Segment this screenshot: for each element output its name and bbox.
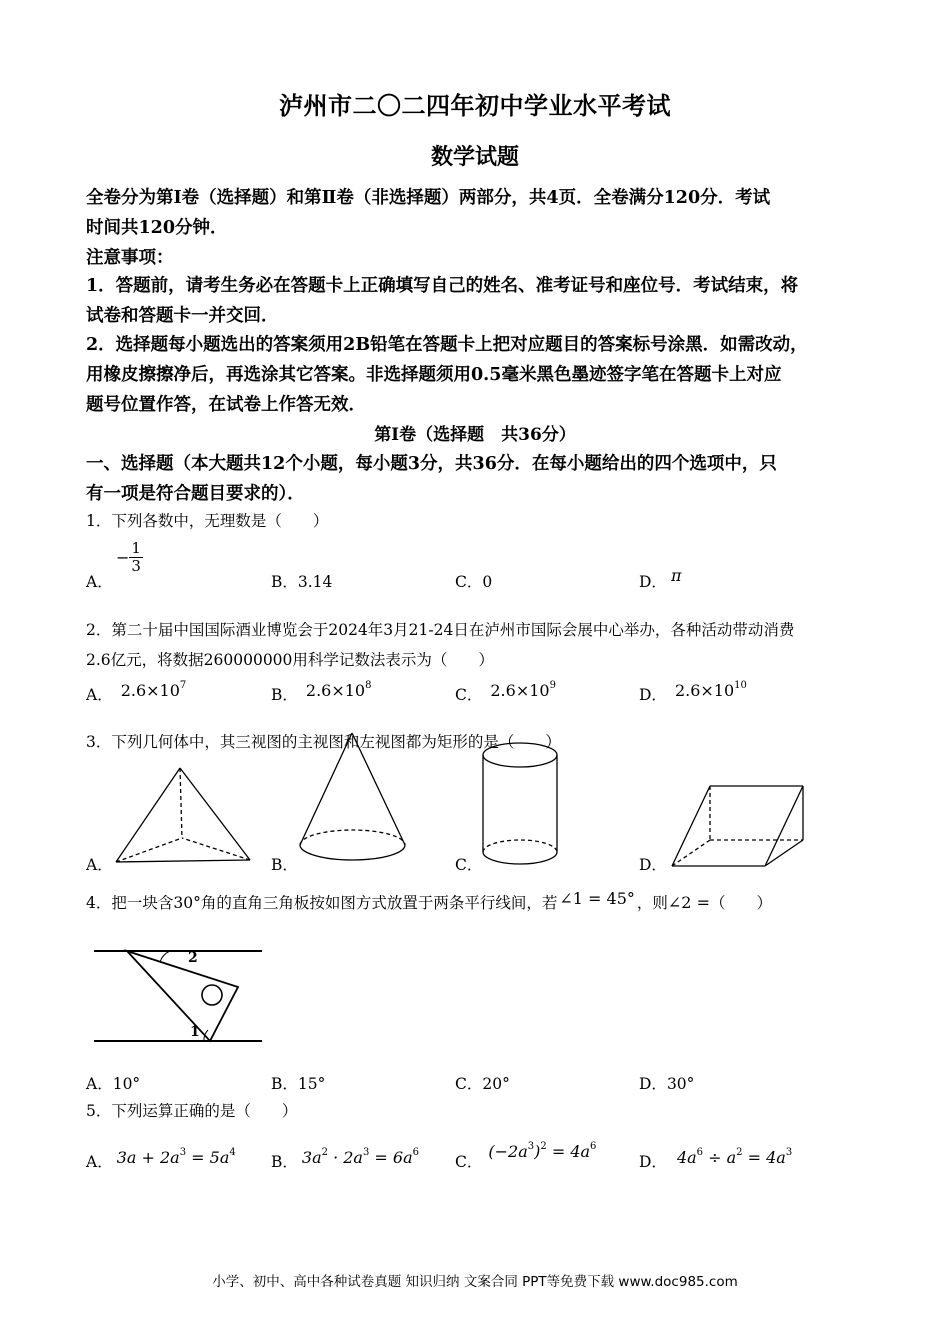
q3-option-c-label: C．: [455, 856, 483, 874]
q2-d-exponent: 10: [734, 680, 747, 691]
q5-option-b-expr: [302, 1148, 419, 1167]
section-heading: 第Ⅰ卷（选择题 共36分）: [374, 425, 576, 445]
fraction-numerator: 1: [131, 539, 141, 557]
notice-2-line-2: 用橡皮擦擦净后，再选涂其它答案。非选择题须用0.5毫米黑色墨迹签字笔在答题卡上对应: [86, 365, 782, 385]
q5-c-part1: (−2a: [488, 1142, 528, 1161]
q5-option-c-expr: [488, 1142, 596, 1161]
prism-figure: [672, 786, 803, 866]
q1-option-c-value: 0: [482, 573, 493, 591]
q2-c-base: 2.6×10: [490, 681, 550, 700]
q5-a-part1: 3a + 2a: [116, 1148, 180, 1167]
q5-option-a: [86, 1147, 236, 1172]
q3-option-b-label: B．: [271, 856, 298, 874]
q4-stem: [86, 888, 886, 918]
q3-option-d-label: D．: [639, 856, 667, 874]
q2-option-c-label: C．: [455, 686, 483, 704]
q5-b-exp1: 2: [321, 1147, 328, 1158]
q5-b-part3: = 6a: [369, 1148, 413, 1167]
q1-option-d-label: D．: [639, 573, 667, 591]
q4-option-a: [86, 1072, 140, 1094]
q5-c-exp3: 6: [590, 1141, 597, 1152]
q5-option-c-label: C．: [455, 1153, 483, 1171]
q4-option-b: [271, 1072, 325, 1094]
q4-option-d: [639, 1072, 694, 1094]
q5-option-a-expr: [117, 1148, 236, 1167]
notice-2-line-3: 题号位置作答，在试卷上作答无效．: [86, 395, 366, 415]
q5-option-d-label: D．: [639, 1153, 667, 1171]
q5-b-part2: · 2a: [327, 1148, 363, 1167]
q2-d-base: 2.6×10: [674, 681, 735, 700]
intro-line-2: 时间共120分钟．: [86, 218, 228, 238]
q4-option-d-label: D．: [639, 1075, 667, 1093]
q3-stem: 3．下列几何体中，其三视图的主视图和左视图都为矩形的是（ ）: [86, 733, 561, 751]
q2-stem-line-2: 2.6亿元，将数据260000000用科学记数法表示为（ ）: [86, 651, 494, 669]
q4-option-a-value: 10°: [112, 1075, 141, 1093]
intro-line-1: 全卷分为第Ⅰ卷（选择题）和第Ⅱ卷（非选择题）两部分，共4页．全卷满分120分．考试: [86, 188, 771, 208]
q4-stem-angle1: ∠1 = 45°: [559, 889, 635, 908]
q4-stem-post: （ ）: [709, 894, 772, 912]
q5-c-part3: = 4a: [546, 1142, 591, 1161]
notice-1-line-2: 试卷和答题卡一并交回．: [86, 306, 279, 326]
q5-d-part3: = 4a: [742, 1148, 786, 1167]
q4-option-c: [455, 1072, 510, 1094]
q2-option-d-label: D．: [639, 686, 667, 704]
exam-subtitle: 数学试题: [430, 144, 519, 170]
q5-d-exp2: 2: [736, 1147, 743, 1158]
q2-b-exponent: 8: [365, 680, 372, 691]
q1-option-b-value: 3.14: [297, 573, 333, 591]
q4-stem-pre: 4．把一块含30°角的直角三角板按如图方式放置于两条平行线间，若: [86, 894, 558, 912]
q5-c-exp1: 3: [527, 1141, 535, 1152]
q5-b-part1: 3a: [301, 1148, 322, 1167]
part-line-1: 一、选择题（本大题共12个小题，每小题3分，共36分．在每小题给出的四个选项中，只: [86, 454, 777, 474]
q4-option-c-label: C．: [455, 1075, 483, 1093]
q4-stem-angle2: ∠2 =: [667, 893, 710, 912]
q5-c-part2: ): [534, 1142, 541, 1161]
q2-option-a-label: A．: [86, 686, 113, 704]
q5-d-exp3: 3: [785, 1147, 793, 1158]
tetrahedron-figure: [116, 768, 250, 862]
q5-b-exp2: 3: [362, 1147, 370, 1158]
notice-2-line-1: 2．选择题每小题选出的答案须用2B铅笔在答题卡上把对应题目的答案标号涂黑．如需改动，: [86, 335, 808, 355]
q5-option-d-expr: [677, 1148, 792, 1167]
q4-option-b-value: 15°: [297, 1075, 326, 1093]
footer-text: 小学、初中、高中各种试卷真题 知识归纳 文案合同 PPT等免费下载 www.doc985.com: [212, 1274, 738, 1290]
q5-c-exp2: 2: [540, 1141, 547, 1152]
part-line-2: 有一项是符合题目要求的）．: [86, 484, 305, 504]
q2-stem-line-1: 2．第二十届中国国际酒业博览会于2024年3月21-24日在泸州市国际会展中心举办，各种活动带动消费: [86, 621, 795, 639]
q1-option-b-label: B．: [271, 573, 298, 591]
q1-option-a-label: A．: [86, 573, 113, 591]
q5-option-b-label: B．: [271, 1153, 298, 1171]
q3-option-a-label: A．: [86, 856, 113, 874]
q4-option-c-value: 20°: [482, 1075, 510, 1093]
angle-2-label: 2: [188, 950, 198, 966]
q4-option-a-label: A．: [86, 1075, 113, 1093]
q1-option-c-label: C．: [455, 573, 483, 591]
q5-option-c: [455, 1141, 597, 1172]
q4-figure: [94, 951, 262, 1041]
q4-stem-mid: ，则: [636, 894, 668, 912]
q5-b-exp3: 6: [412, 1147, 420, 1158]
notice-1-line-1: 1．答题前，请考生务必在答题卡上正确填写自己的姓名、准考证号和座位号．考试结束，将: [86, 276, 799, 296]
angle-1-label: 1: [190, 1024, 200, 1040]
q2-a-exponent: 7: [179, 680, 187, 691]
minus-sign: −: [116, 548, 130, 567]
q4-option-b-label: B．: [271, 1075, 298, 1093]
q2-option-b-label: B．: [271, 686, 298, 704]
q5-option-a-label: A．: [86, 1153, 113, 1171]
q2-a-base: 2.6×10: [120, 681, 180, 700]
q1-stem: 1．下列各数中，无理数是（ ）: [86, 512, 329, 530]
q1-option-d-value: π: [670, 566, 682, 585]
fraction-denominator: 3: [131, 557, 141, 575]
q5-option-d: [639, 1147, 793, 1172]
q5-d-exp1: 6: [696, 1147, 704, 1158]
q2-b-base: 2.6×10: [305, 681, 366, 700]
q5-a-exp1: 3: [179, 1147, 187, 1158]
q5-stem: 5．下列运算正确的是（ ）: [86, 1102, 298, 1120]
cone-figure: [300, 733, 405, 860]
q2-c-exponent: 9: [549, 680, 556, 691]
q5-option-b: [271, 1147, 420, 1172]
q5-d-part2: ÷ a: [703, 1148, 737, 1167]
q5-a-exp2: 4: [229, 1147, 236, 1158]
cylinder-figure: [483, 743, 557, 864]
q4-option-d-value: 30°: [666, 1075, 695, 1093]
exam-title: 泸州市二〇二四年初中学业水平考试: [279, 91, 671, 120]
notice-title: 注意事项：: [86, 248, 174, 268]
q5-a-part2: = 5a: [186, 1148, 230, 1167]
q5-d-part1: 4a: [676, 1148, 697, 1167]
